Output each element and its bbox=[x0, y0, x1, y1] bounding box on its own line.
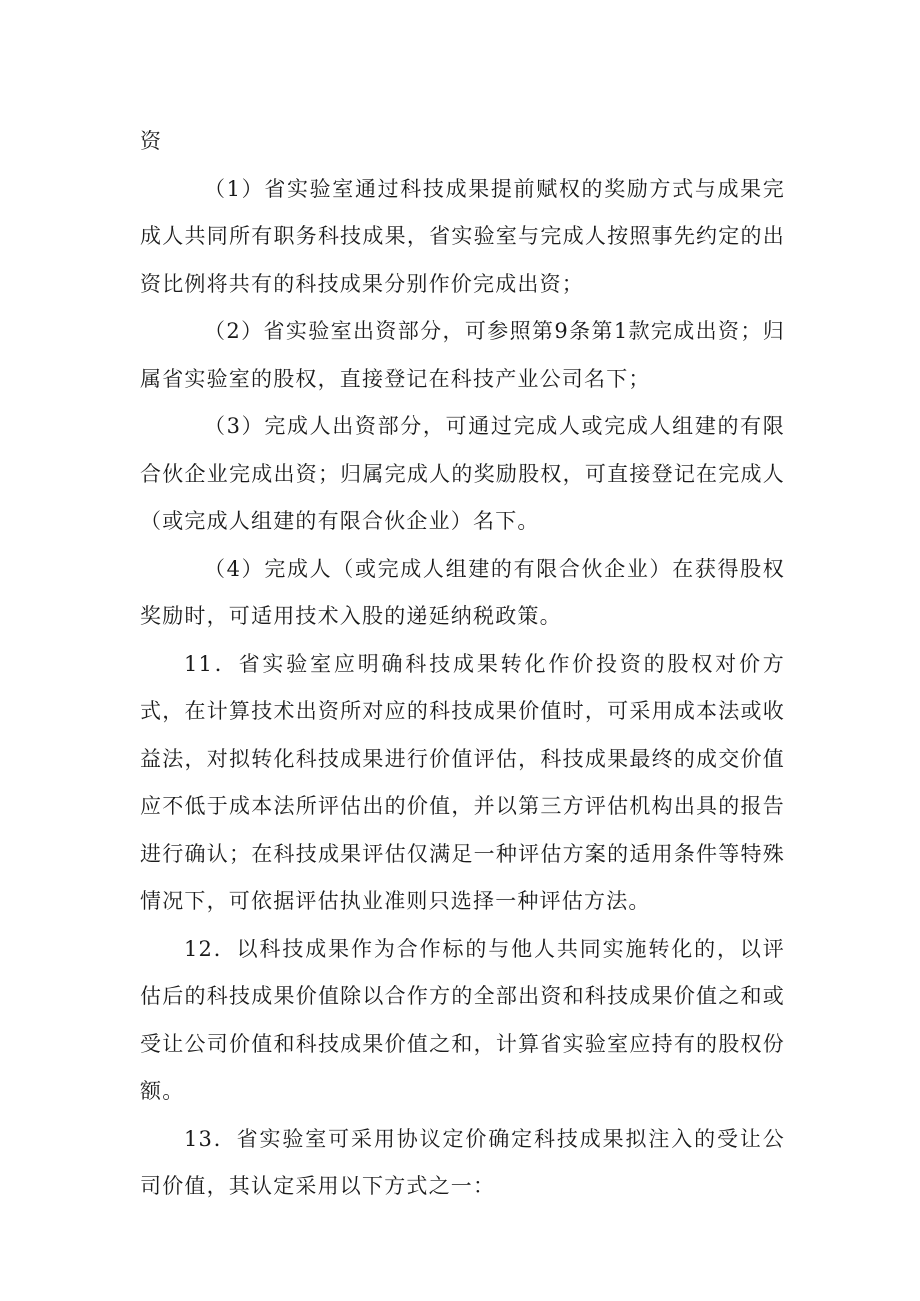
document-page bbox=[140, 118, 785, 1211]
paragraph-item-3: （3）完成人出资部分，可通过完成人或完成人组建的有限合伙企业完成出资；归属完成人的奖励股权，可直接登记在完成人（或完成人组建的有限合伙企业）名下。 bbox=[140, 414, 785, 533]
paragraph-article-13: 13．省实验室可采用协议定价确定科技成果拟注入的受让公司价值，其认定采用以下方式之一： bbox=[140, 1126, 785, 1198]
paragraph-item-4: （4）完成人（或完成人组建的有限合伙企业）在获得股权奖励时，可适用技术入股的递延纳税政策。 bbox=[140, 556, 785, 628]
paragraph-article-12: 12．以科技成果作为合作标的与他人共同实施转化的，以评估后的科技成果价值除以合作方的全部出资和科技成果价值之和或受让公司价值和科技成果价值之和，计算省实验室应持有的股权份额。 bbox=[140, 936, 785, 1103]
paragraph-article-11: 11．省实验室应明确科技成果转化作价投资的股权对价方式，在计算技术出资所对应的科技成果价值时，可采用成本法或收益法，对拟转化科技成果进行价值评估，科技成果最终的成交价值应不低于成本法所评估出的价值，并以第三方评估机构出具的报告进行确认；在科技成果评估仅满足一种评估方案的适用条件等特殊情况下，可依据评估执业准则只选择一种评估方法。 bbox=[140, 651, 785, 913]
paragraph-item-1: （1）省实验室通过科技成果提前赋权的奖励方式与成果完成人共同所有职务科技成果，省实验室与完成人按照事先约定的出资比例将共有的科技成果分别作价完成出资； bbox=[140, 176, 785, 296]
paragraph-continuation: 资 bbox=[140, 129, 163, 153]
paragraph-item-2: （2）省实验室出资部分，可参照第9条第1款完成出资；归属省实验室的股权，直接登记在科技产业公司名下； bbox=[140, 319, 785, 391]
